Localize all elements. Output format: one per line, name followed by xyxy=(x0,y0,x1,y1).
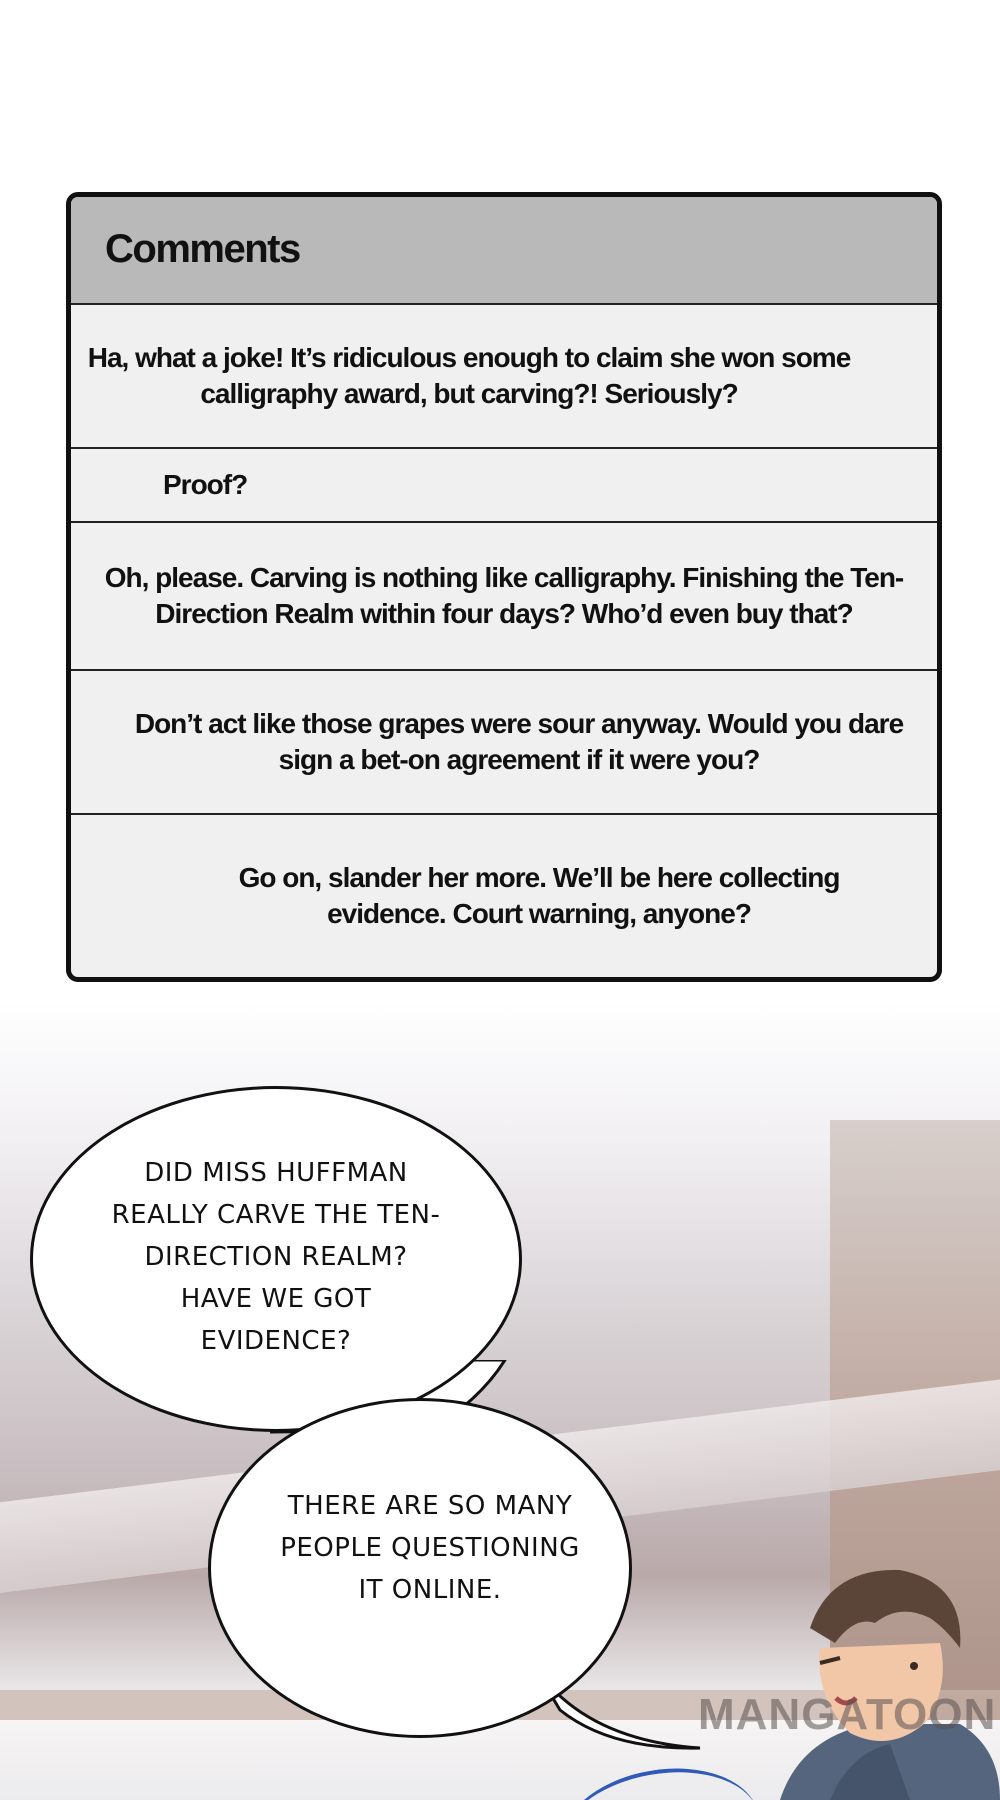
comment-item xyxy=(71,671,937,815)
speech-bubble-text: DID MISS HUFFMAN REALLY CARVE THE TEN-DIRECTION REALM? HAVE WE GOT EVIDENCE? xyxy=(111,1158,441,1356)
comment-text: Go on, slander her more. We’ll be here collecting evidence. Court warning, anyone? xyxy=(238,862,840,929)
comment-text: Proof? xyxy=(163,469,248,500)
comment-text: Oh, please. Carving is nothing like calligraphy. Finishing the Ten-Direction Realm within four days? Who’d even buy that? xyxy=(104,562,904,629)
comments-title: Comments xyxy=(105,227,300,271)
comment-item xyxy=(71,305,937,449)
comment-item xyxy=(71,449,937,523)
comment-item xyxy=(71,523,937,671)
comment-item xyxy=(71,815,937,977)
comment-text: Ha, what a joke! It’s ridiculous enough to claim she won some calligraphy award, but carving?! Seriously? xyxy=(87,342,851,409)
watermark-logo: MANGATOON xyxy=(698,1690,997,1739)
speech-bubble xyxy=(208,1398,632,1738)
speech-bubble-text: THERE ARE SO MANY PEOPLE QUESTIONING IT ONLINE. xyxy=(280,1491,580,1605)
man-character-illustration xyxy=(760,1548,1000,1800)
comments-panel xyxy=(66,192,942,982)
comment-text: Don’t act like those grapes were sour anyway. Would you dare sign a bet-on agreement if it were you? xyxy=(134,708,904,775)
speech-bubble xyxy=(30,1086,522,1432)
comments-header xyxy=(71,197,937,305)
